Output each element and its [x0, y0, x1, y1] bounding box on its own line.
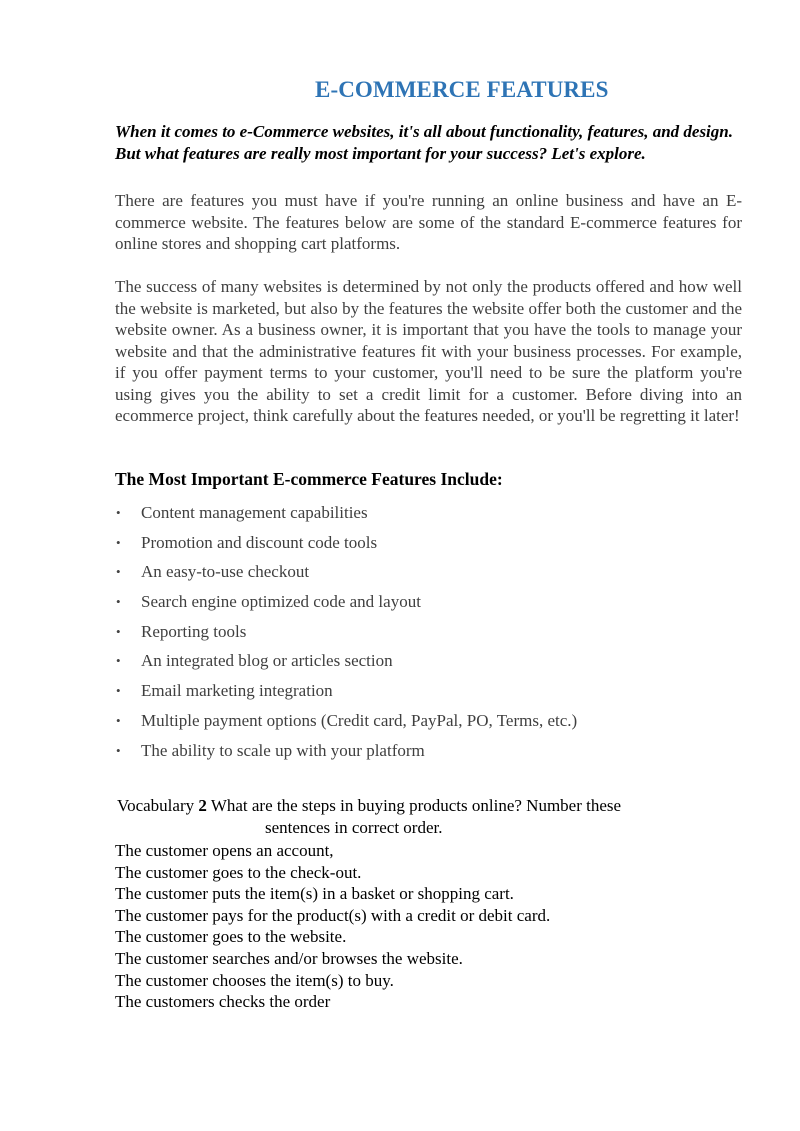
list-item: • Multiple payment options (Credit card, PayPal, PO, Terms, etc.)	[115, 709, 755, 739]
list-item: The customer opens an account,	[115, 841, 334, 860]
list-item: • Promotion and discount code tools	[115, 531, 755, 561]
list-item: • Email marketing integration	[115, 679, 755, 709]
bullet-icon: •	[116, 712, 121, 728]
bullet-icon: •	[116, 683, 121, 699]
features-list	[115, 501, 755, 768]
list-item: • An integrated blog or articles section	[115, 649, 755, 679]
vocabulary-label: Vocabulary	[117, 796, 195, 815]
page-title: E-COMMERCE FEATURES	[315, 77, 609, 102]
list-item: The customer chooses the item(s) to buy.	[115, 970, 394, 990]
list-item: The customer puts the item(s) in a basket or shopping cart.	[115, 884, 514, 904]
list-item: The customer goes to the website.	[115, 927, 347, 947]
vocabulary-question	[117, 796, 621, 816]
features-heading: The Most Important E-commerce Features Include:	[115, 469, 503, 489]
bullet-icon: •	[116, 534, 121, 550]
paragraph-standard-features: There are features you must have if you're running an online business and have an E-commerce website. The features below are some of the standard E-commerce features for online stores and shopping cart platforms.	[115, 191, 742, 253]
vocabulary-number: 2	[198, 796, 207, 815]
vocabulary-question-continued: sentences in correct order.	[265, 818, 443, 837]
paragraph-success-factors: The success of many websites is determined by not only the products offered and how well the website is marketed, but also by the features the website offer both the customer and the website owner. As a business owner, it is important that you have the tools to manage your website and that the administrative features fit with your business processes. For example, if you offer payment terms to your customer, you'll need to be sure the platform you're using gives you the ability to set a credit limit for a customer. Before diving into an ecommerce project, think carefully about the features needed, or you'll be regretting it later!	[115, 277, 742, 425]
list-item: • Search engine optimized code and layout	[115, 590, 755, 620]
list-item: • The ability to scale up with your platform	[115, 739, 755, 769]
steps-list	[115, 840, 735, 1013]
bullet-icon: •	[116, 623, 121, 639]
list-item: The customer goes to the check-out.	[115, 862, 362, 882]
list-item: • Reporting tools	[115, 620, 755, 650]
list-item: The customers checks the order	[115, 992, 331, 1012]
intro-paragraph: When it comes to e-Commerce websites, it's all about functionality, features, and design. But what features are really most important for your success? Let's explore.	[115, 122, 733, 163]
bullet-icon: •	[116, 653, 121, 669]
vocabulary-question-text: What are the steps in buying products online? Number these	[210, 796, 622, 815]
list-item: The customer searches and/or browses the website.	[115, 948, 463, 968]
list-item: • Content management capabilities	[115, 501, 755, 531]
bullet-icon: •	[116, 594, 121, 610]
list-item: The customer pays for the product(s) with a credit or debit card.	[115, 905, 551, 925]
bullet-icon: •	[116, 742, 121, 758]
bullet-icon: •	[116, 505, 121, 520]
bullet-icon: •	[116, 564, 121, 580]
list-item: • An easy-to-use checkout	[115, 560, 755, 590]
